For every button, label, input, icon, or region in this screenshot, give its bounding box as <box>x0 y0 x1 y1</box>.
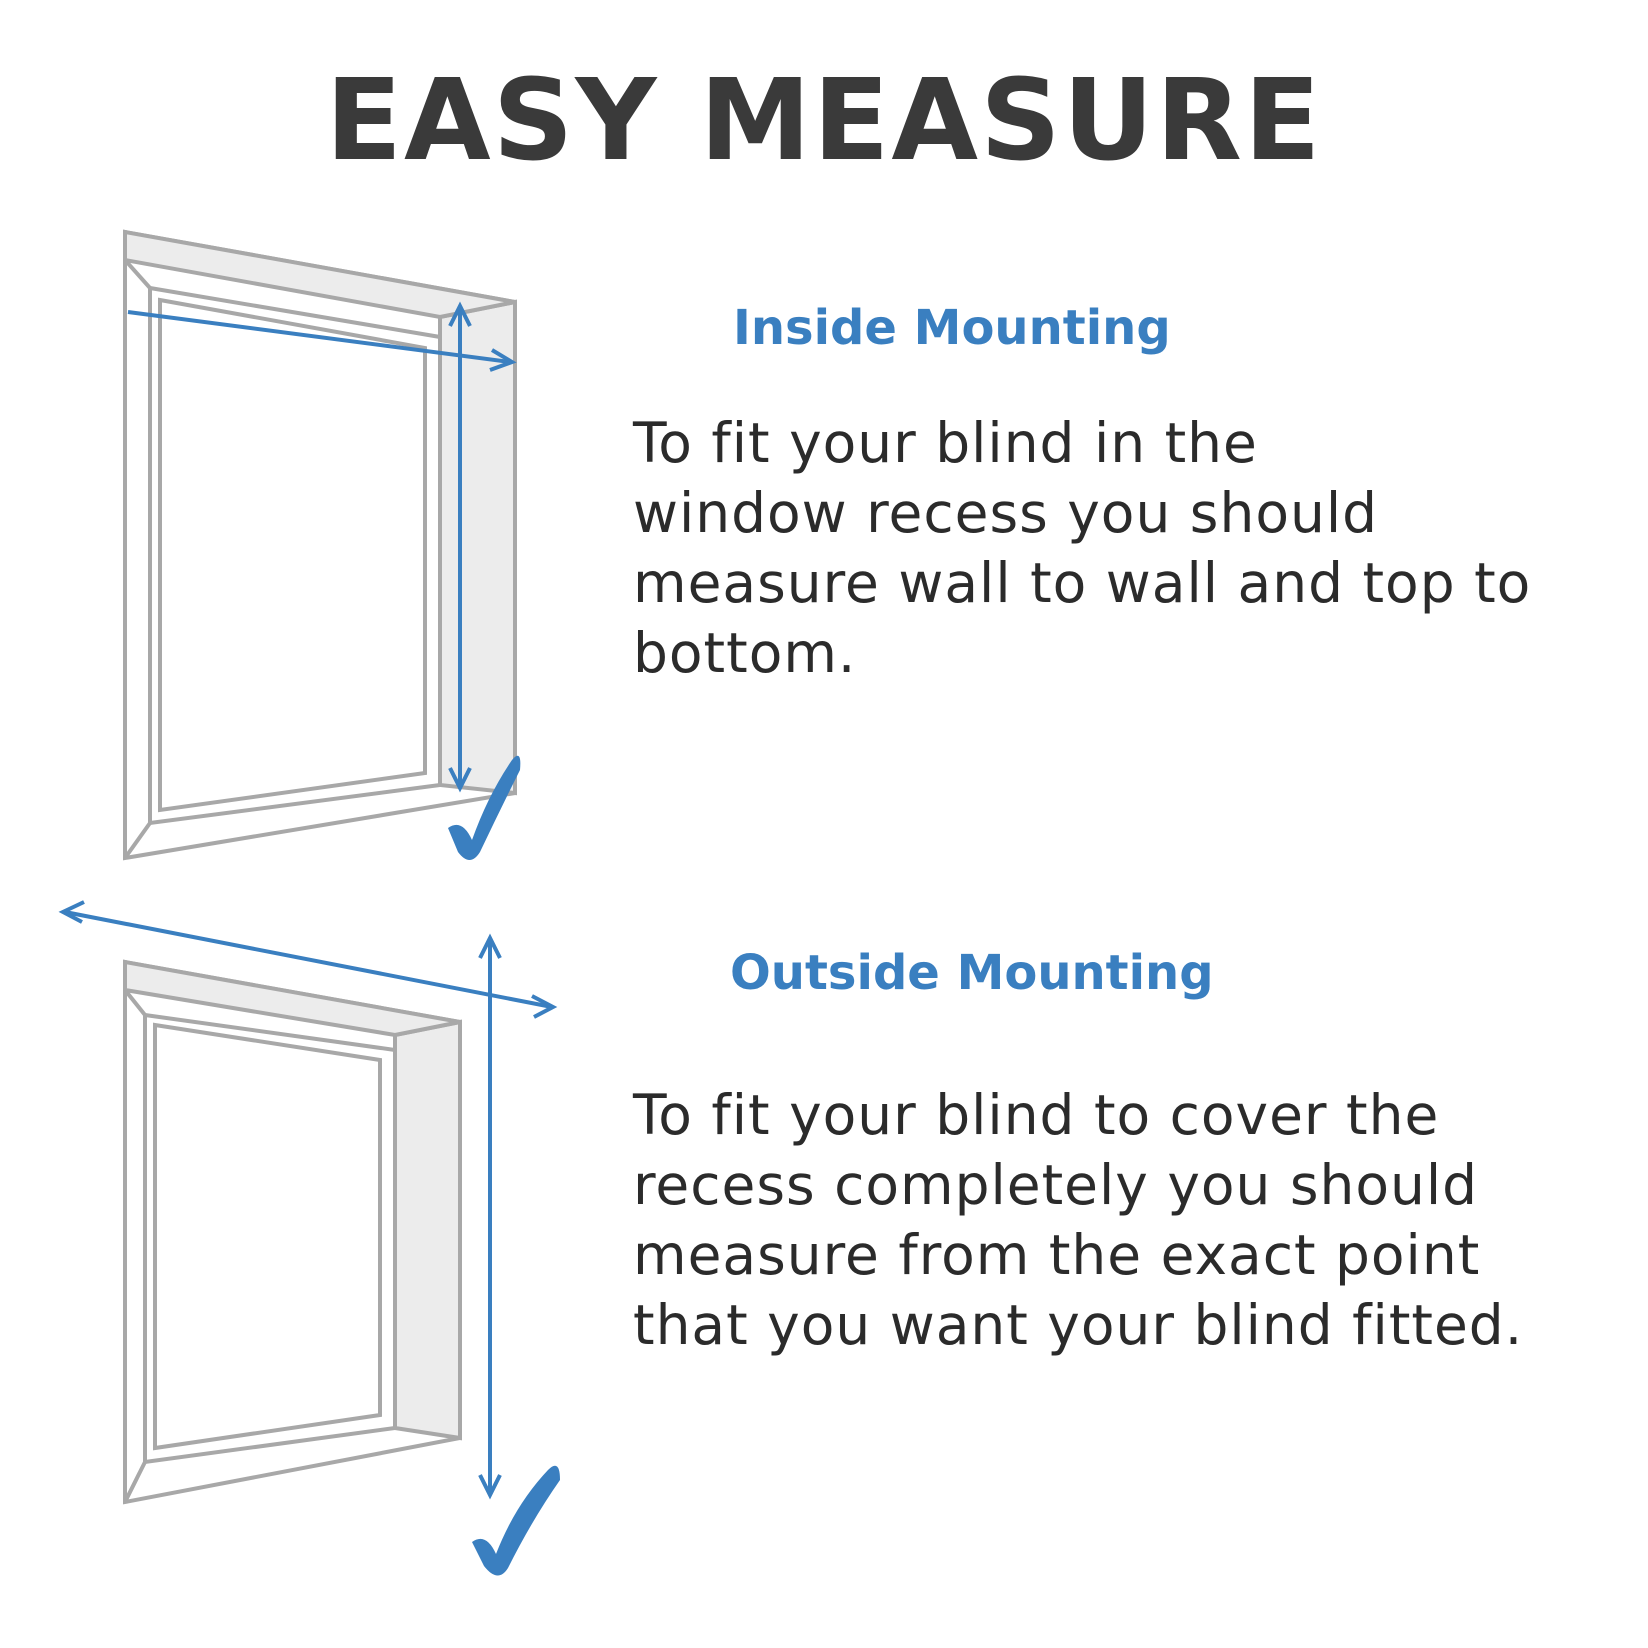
text-line: bottom. <box>633 621 857 685</box>
text-line: measure from the exact point <box>633 1223 1481 1287</box>
text-line: that you want your blind fitted. <box>633 1293 1524 1357</box>
outside-mounting-diagram <box>0 890 600 1610</box>
outside-diagram-svg <box>0 890 600 1610</box>
inside-mounting-heading: Inside Mounting <box>733 300 1171 356</box>
outside-mounting-heading: Outside Mounting <box>730 945 1214 1001</box>
inside-diagram-svg <box>0 220 600 870</box>
window-frame-icon <box>125 962 460 1502</box>
inside-mounting-diagram <box>0 220 600 870</box>
inside-mounting-text <box>633 408 1553 688</box>
text-line: window recess you should <box>633 481 1379 545</box>
height-arrow-icon <box>480 938 500 1495</box>
text-line: To fit your blind to cover the <box>633 1083 1440 1147</box>
page-title: EASY MEASURE <box>325 56 1323 186</box>
window-frame-icon <box>125 232 515 858</box>
outside-mounting-text <box>633 1080 1623 1360</box>
text-line: To fit your blind in the <box>633 411 1258 475</box>
text-line: measure wall to wall and top to <box>633 551 1532 615</box>
text-line: recess completely you should <box>633 1153 1479 1217</box>
